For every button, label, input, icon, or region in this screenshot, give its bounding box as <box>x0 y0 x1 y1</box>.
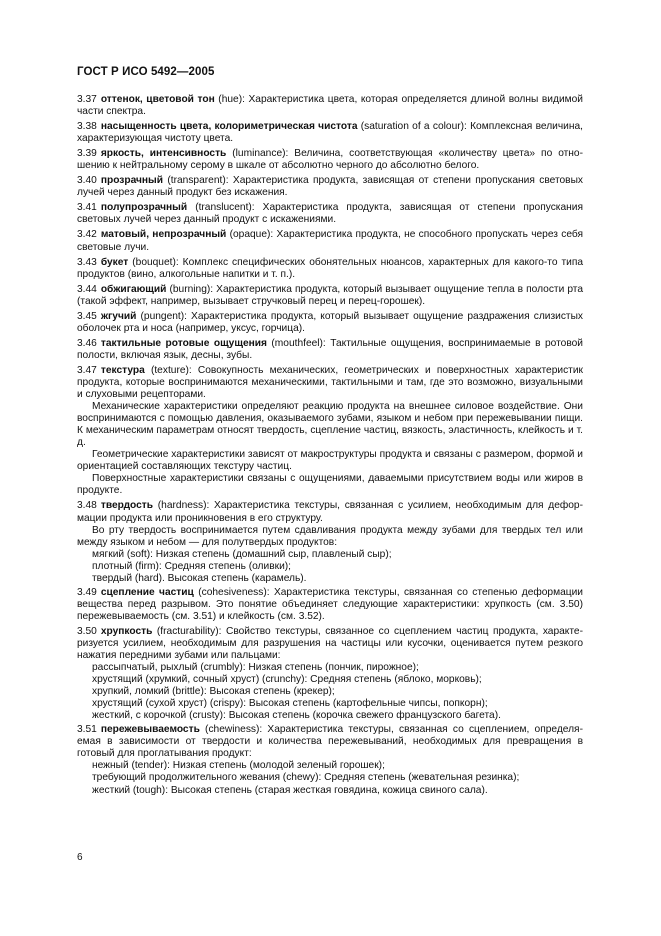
definition-text: (opaque): Характеристика продукта, не способного пропускать через себя световые лучи. <box>77 229 583 253</box>
list-item: требующий продолжительного жевания (chewy): Средняя степень (жевательная резинка); <box>92 772 520 784</box>
definition-3-48: 3.48 твердость (hardness): Характеристика текстуры, связанная с усилием, необходимым для деформации продукта или проникновения в его структуру. <box>77 500 583 524</box>
definition-entry <box>77 365 583 401</box>
list-item: жесткий, с корочкой (crusty): Высокая степень (корочка свежего французского багета). <box>92 710 501 722</box>
list-item: хрустящий (хрумкий, сочный хруст) (crunchy): Средняя степень (яблоко, морковь); <box>92 674 482 686</box>
definition-entry <box>77 229 583 253</box>
definition-text: (hue): Характеристика цвета, которая определяется длиной волны видимой части спектра. <box>77 94 583 118</box>
texture-paragraph: Поверхностные характеристики связаны с ощущениями, даваемыми присутствием воды или жиров в продукте. <box>77 473 583 497</box>
page-header: ГОСТ Р ИСО 5492—2005 <box>77 66 215 78</box>
list-item: хрустящий (сухой хруст) (crispy): Высокая степень (картофельные чипсы, попкорн); <box>92 698 488 710</box>
texture-paragraph: Геометрические характеристики зависят от макроструктуры продукта и связаны с размером, формой и ориентацией составляющих текстуру частиц. <box>77 449 583 473</box>
definition-number: 3.47 <box>77 364 97 376</box>
list-item: рассыпчатый, рыхлый (crumbly): Низкая степень (пончик, пирожное); <box>92 662 419 674</box>
definition-entry <box>77 121 583 145</box>
definition-number: 3.42 <box>77 229 97 241</box>
definition-text: (bouquet): Комплекс специфических обонятельных нюансов, характерных для какого-то типа продуктов (вино, алкогольные напитки и т. п.). <box>77 256 583 280</box>
definition-term: обжигающий <box>100 283 167 295</box>
definition-3-50: 3.50 хрупкость (fracturability): Свойство текстуры, связанное со сцеплением частиц продукта, характеризуется усилием, необходимым для разрушения на частицы или кусочки, оценивается путем резкого нажатия передними зубами или пальцами: <box>77 625 583 662</box>
definition-term: яркость, интенсивность <box>100 148 227 160</box>
definition-number: 3.46 <box>77 337 97 349</box>
definition-entry <box>77 284 583 308</box>
definition-3-51: 3.51 пережевываемость (chewiness): Характеристика текстуры, связанная со сцеплением, определяемая в зависимости от твердости и количества пережевываний, необходимых для превращения в готовый для проглатывания продукт: <box>77 724 583 760</box>
definition-number: 3.44 <box>77 283 97 295</box>
list-item: нежный (tender): Низкая степень (молодой зеленый горошек); <box>92 760 385 772</box>
definition-term: оттенок, цветовой тон <box>100 94 215 105</box>
definition-entry <box>77 94 583 118</box>
definitions-list <box>77 94 583 401</box>
definition-term: тактильные ротовые ощущения <box>100 337 267 349</box>
definition-number: 3.37 <box>77 94 97 105</box>
list-item: мягкий (soft): Низкая степень (домашний сыр, плавленый сыр); <box>92 548 392 560</box>
definition-term: жгучий <box>100 310 137 322</box>
definition-entry <box>77 175 583 199</box>
definition-number: 3.45 <box>77 310 97 322</box>
definition-text: (pungent): Характеристика продукта, который вызывает ощущение раздражения слизистых оболочек рта и носа (например, уксус, горчица). <box>77 310 583 334</box>
definition-text: (translucent): Характеристика продукта, зависящая от степени пропускания световых лучей через данный продукт с искажениями. <box>77 202 583 226</box>
list-item: твердый (hard). Высокая степень (карамель). <box>92 572 307 584</box>
definition-number: 3.39 <box>77 148 97 160</box>
definition-number: 3.41 <box>77 202 97 214</box>
page-number: 6 <box>77 852 83 863</box>
definition-term: букет <box>100 256 129 268</box>
hardness-paragraph: Во рту твердость воспринимается путем сдавливания продукта между зубами для твердых тел или между языком и небом — для полутвердых продуктов: <box>77 524 583 548</box>
list-item: хрупкий, ломкий (brittle): Высокая степень (крекер); <box>92 686 335 698</box>
definition-number: 3.38 <box>77 121 97 133</box>
list-item: жесткий (tough): Высокая степень (старая жесткая говядина, кожица свиного сала). <box>92 784 488 796</box>
definition-entry <box>77 202 583 226</box>
document-body <box>77 94 583 797</box>
definition-text: (saturation of a colour): Комплексная величина, характеризующая чистоту цвета. <box>77 121 583 145</box>
definition-3-49: 3.49 сцепление частиц (cohesiveness): Характеристика текстуры, связанная со степенью деформации вещества перед разрывом. Это понятие объединяет следующие характеристики: хрупкость (см. 3.50) пережевываемость (см. 3.51) и клейкость (см. 3.52). <box>77 586 583 622</box>
definition-term: прозрачный <box>100 175 164 187</box>
definition-text: (transparent): Характеристика продукта, зависящая от степени пропускания световых лучей через данный продукт без искажения. <box>77 175 583 199</box>
definition-term: насыщенность цвета, колориметрическая чистота <box>100 121 358 133</box>
definition-number: 3.43 <box>77 256 97 268</box>
definition-text: (burning): Характеристика продукта, который вызывает ощущение тепла в полости рта (такой эффект, например, вызывает стручковый перец и перец-горошек). <box>77 283 583 307</box>
definition-term: полупрозрачный <box>100 202 188 214</box>
list-item: плотный (firm): Средняя степень (оливки); <box>92 560 291 572</box>
definition-text: (mouthfeel): Тактильные ощущения, воспринимаемые в ротовой полости, включая язык, десны, зубы. <box>77 337 583 361</box>
definition-entry <box>77 338 583 362</box>
definition-number: 3.40 <box>77 175 97 187</box>
texture-paragraph: Механические характеристики определяют реакцию продукта на внешнее силовое воздействие. Они воспринимаются с помощью давления, оказываемого зубами, языком и небом при пережевывании пищи. К механическим параметрам относят твердость, сцепление частиц, вязкость, эластичность, клейкость и т. д. <box>77 401 583 449</box>
definition-entry <box>77 148 583 172</box>
definition-entry <box>77 257 583 281</box>
definition-text: (texture): Совокупность механических, геометрических и поверхностных характеристик продукта, которые воспринимаются механическими, тактильными и там, где это возможно, визуальными и слуховыми рецепторами. <box>77 364 583 401</box>
definition-term: текстура <box>100 364 145 376</box>
definition-term: матовый, непрозрачный <box>100 229 227 241</box>
definition-entry <box>77 311 583 335</box>
definition-text: (luminance): Величина, соответствующая «количеству цвета» по отношению к нейтральному серому в шкале от абсолютно черного до абсолютно белого. <box>77 148 583 172</box>
